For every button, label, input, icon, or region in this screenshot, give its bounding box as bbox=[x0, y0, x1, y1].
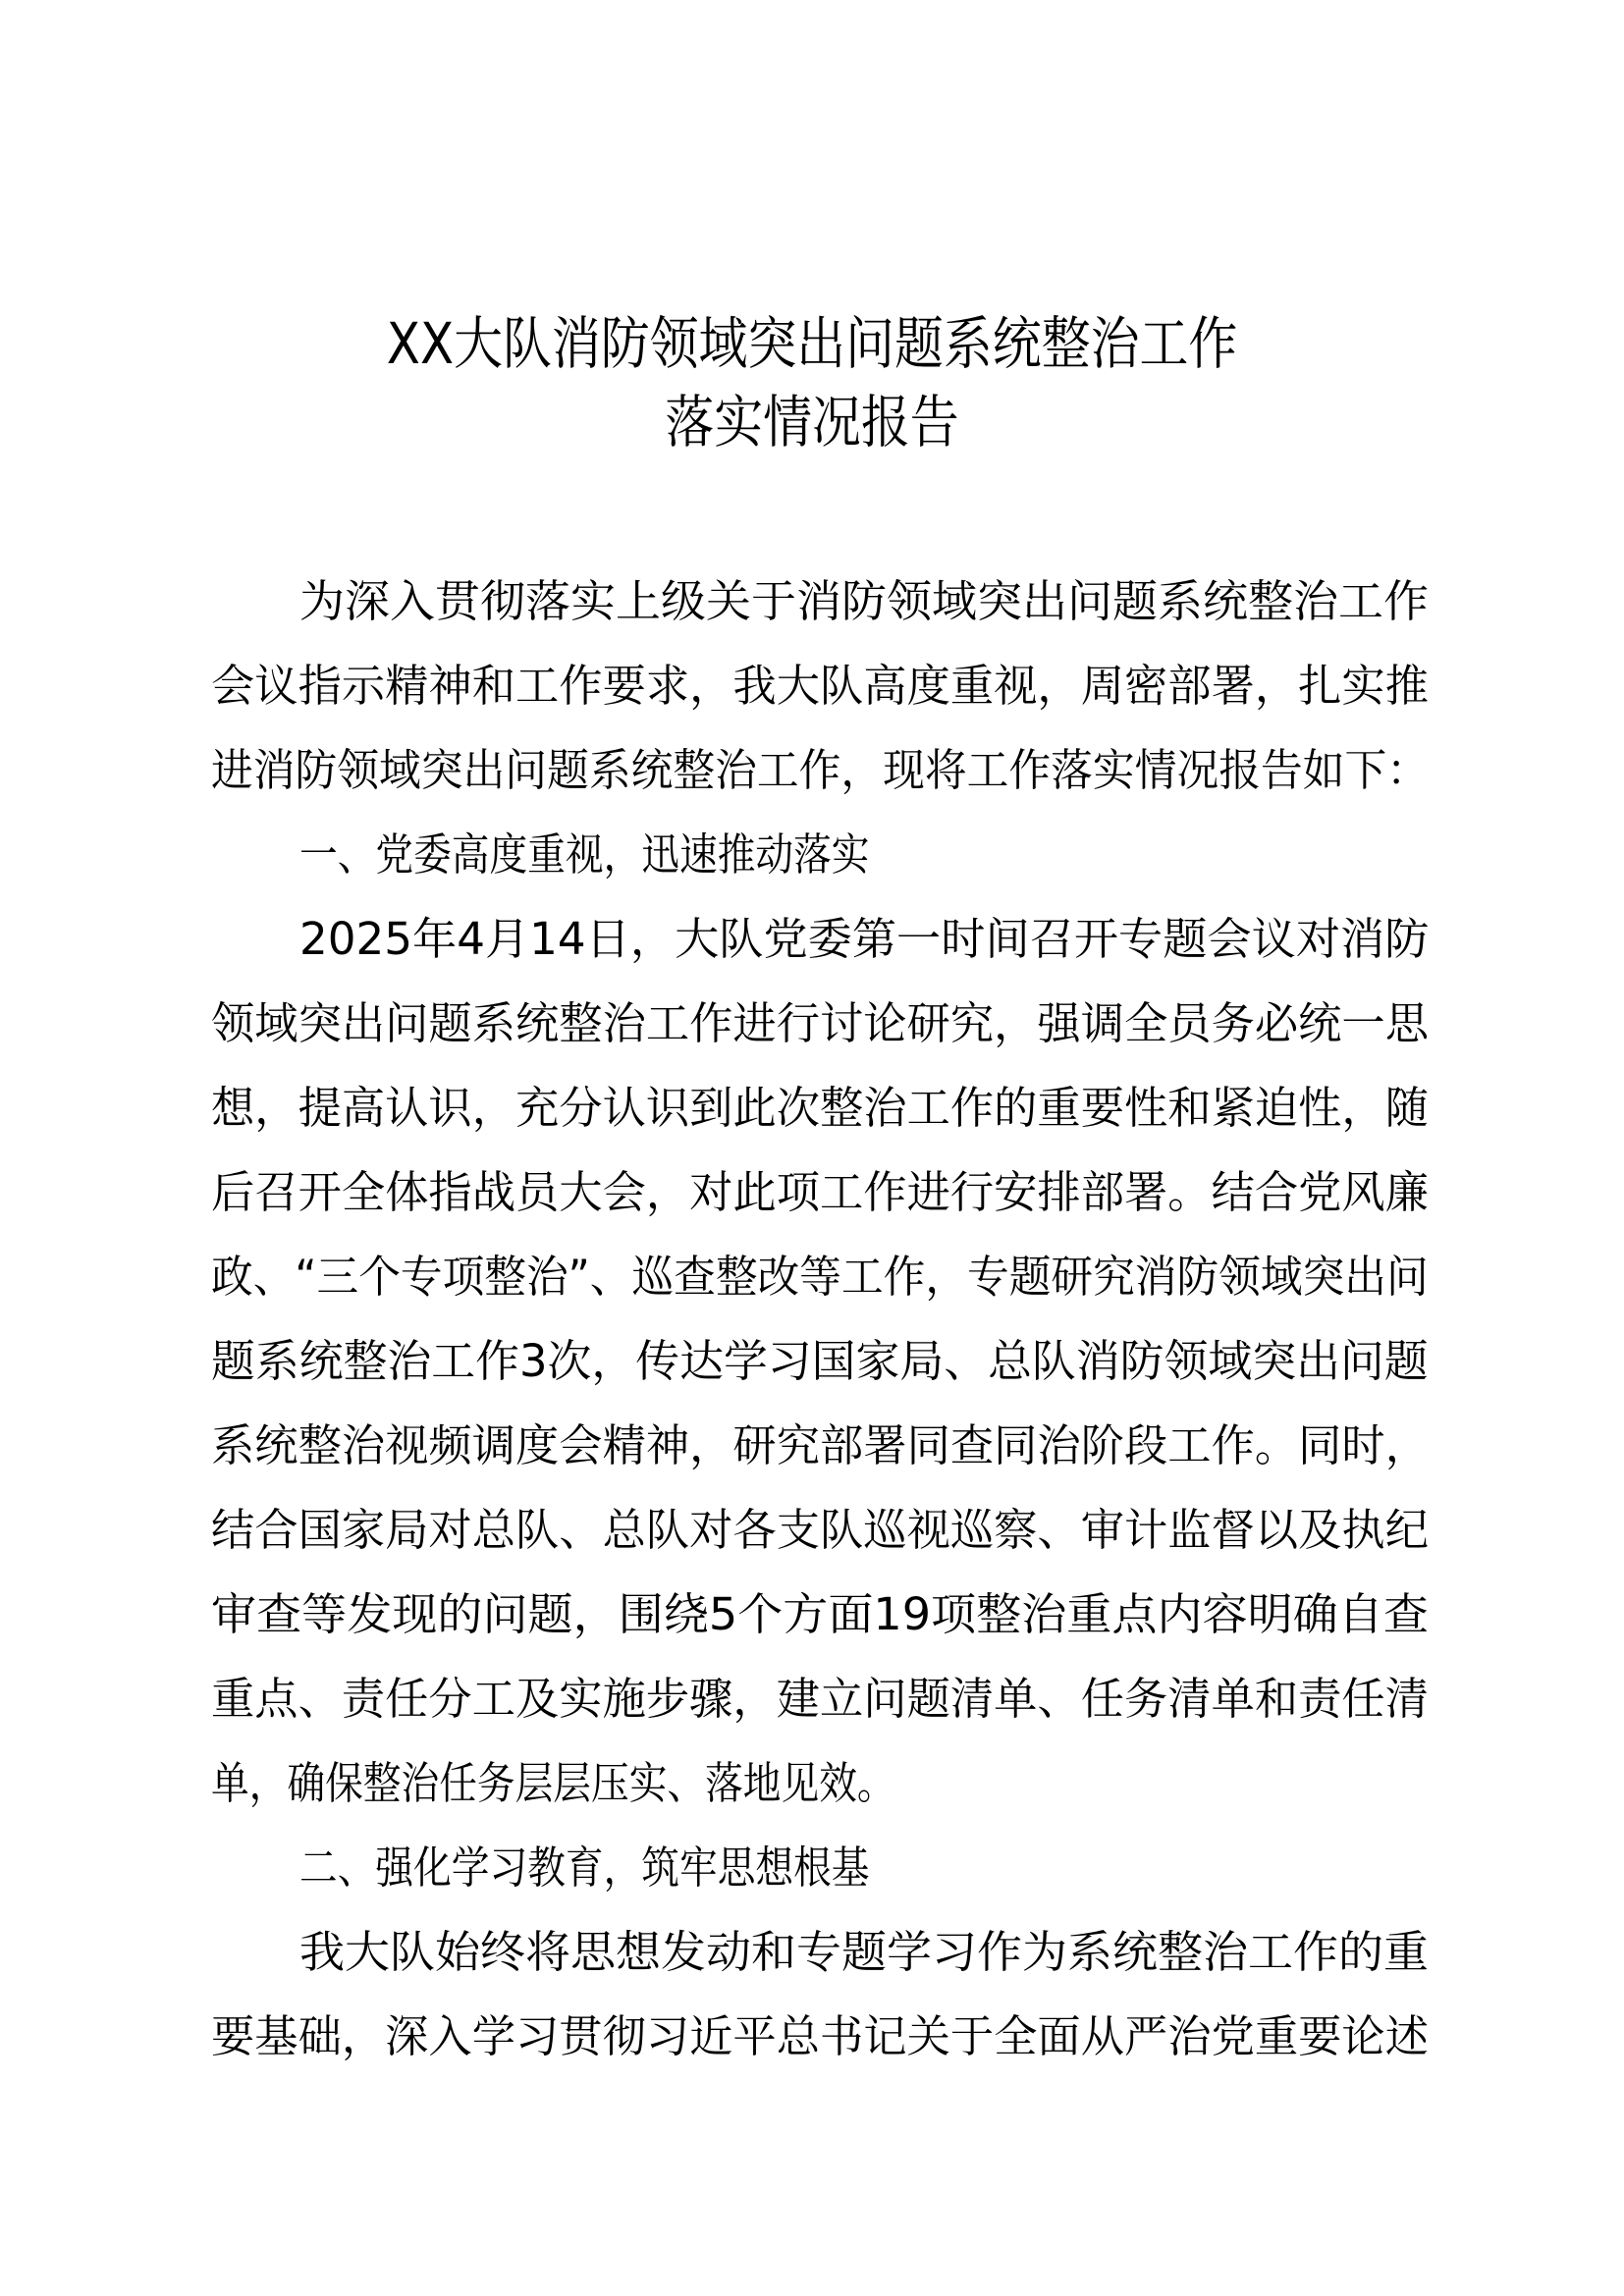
section-1-paragraph-line: 领域突出问题系统整治工作进行讨论研究，强调全员务必统一思 bbox=[211, 997, 1430, 1049]
section-1-paragraph-line: 单，确保整治任务层层压实、落地见效。 bbox=[211, 1757, 895, 1809]
section-1-paragraph-line: 审查等发现的问题，围绕5个方面19项整治重点内容明确自查 bbox=[211, 1588, 1429, 1640]
document-title-line-1: XX大队消防领域突出问题系统整治工作 bbox=[386, 310, 1238, 377]
section-1-paragraph-line: 结合国家局对总队、总队对各支队巡视巡察、审计监督以及执纪 bbox=[211, 1504, 1430, 1556]
section-1-paragraph-line: 2025年4月14日，大队党委第一时间召开专题会议对消防 bbox=[299, 913, 1430, 965]
section-1-paragraph-line: 想，提高认识，充分认识到此次整治工作的重要性和紧迫性，随 bbox=[211, 1082, 1430, 1134]
intro-paragraph-line: 进消防领域突出问题系统整治工作，现将工作落实情况报告如下： bbox=[211, 744, 1430, 796]
section-heading-2: 二、强化学习教育，筑牢思想根基 bbox=[299, 1842, 870, 1894]
document-title-line-2: 落实情况报告 bbox=[665, 389, 959, 455]
section-heading-1: 一、党委高度重视，迅速推动落实 bbox=[299, 828, 870, 881]
section-1-paragraph-line: 题系统整治工作3次，传达学习国家局、总队消防领域突出问题 bbox=[211, 1335, 1429, 1387]
intro-paragraph-line: 为深入贯彻落实上级关于消防领域突出问题系统整治工作 bbox=[299, 575, 1430, 627]
section-1-paragraph-line: 后召开全体指战员大会，对此项工作进行安排部署。结合党风廉 bbox=[211, 1166, 1430, 1218]
section-1-paragraph-line: 重点、责任分工及实施步骤，建立问题清单、任务清单和责任清 bbox=[211, 1673, 1430, 1725]
section-2-paragraph-line: 我大队始终将思想发动和专题学习作为系统整治工作的重 bbox=[299, 1926, 1430, 1978]
section-1-paragraph-line: 政、“三个专项整治”、巡查整改等工作，专题研究消防领域突出问 bbox=[211, 1251, 1429, 1303]
intro-paragraph-line: 会议指示精神和工作要求，我大队高度重视，周密部署，扎实推 bbox=[211, 660, 1430, 712]
section-1-paragraph-line: 系统整治视频调度会精神，研究部署同查同治阶段工作。同时， bbox=[211, 1419, 1430, 1471]
section-2-paragraph-line: 要基础，深入学习贯彻习近平总书记关于全面从严治党重要论述 bbox=[211, 2010, 1430, 2062]
